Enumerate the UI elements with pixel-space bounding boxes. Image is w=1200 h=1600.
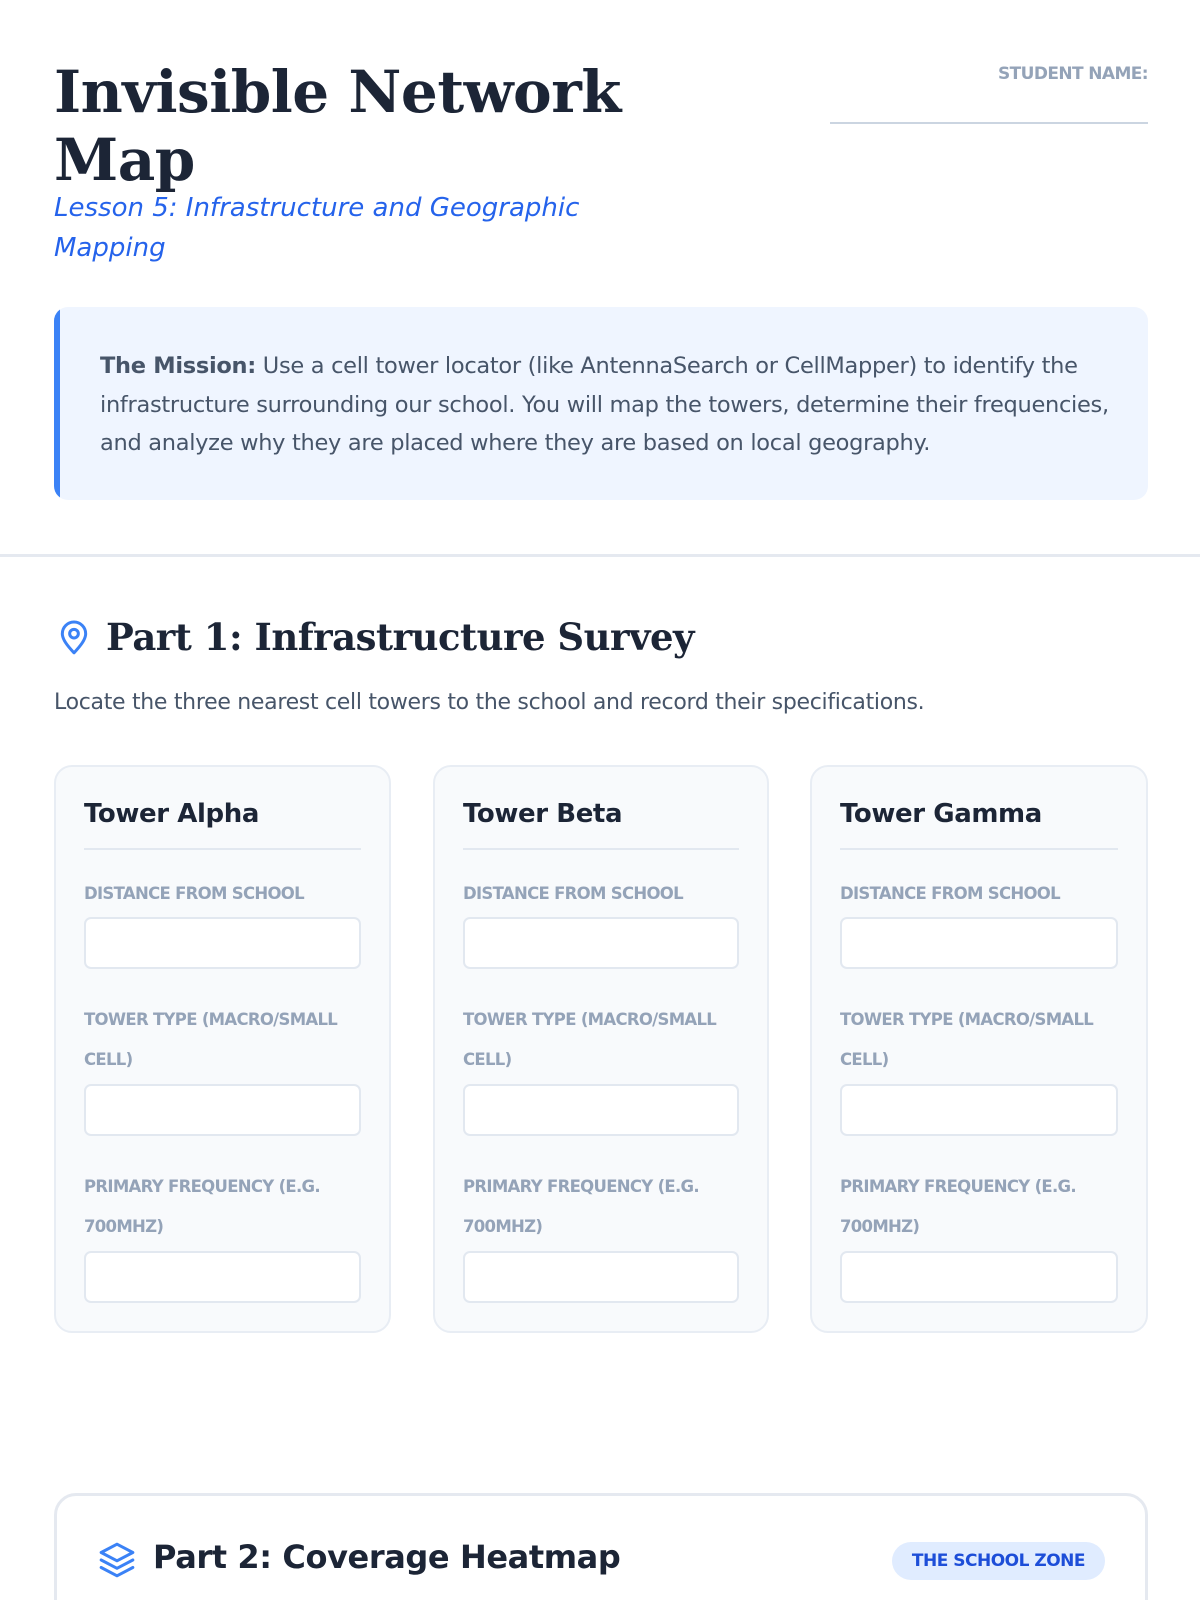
frequency-label: PRIMARY FREQUENCY (E.G. 700MHZ) bbox=[463, 1177, 699, 1236]
student-name-field[interactable] bbox=[830, 122, 1148, 124]
part1-title: Part 1: Infrastructure Survey bbox=[106, 615, 695, 659]
student-name-label: STUDENT NAME: bbox=[997, 64, 1148, 84]
lesson-subtitle: Lesson 5: Infrastructure and Geographic Mapping bbox=[54, 193, 580, 263]
part1-heading bbox=[54, 612, 694, 662]
map-pin-icon bbox=[54, 614, 94, 660]
mission-label: The Mission: bbox=[100, 353, 256, 379]
tower-type-label: TOWER TYPE (MACRO/SMALL CELL) bbox=[463, 1010, 717, 1069]
tower-type-input[interactable] bbox=[840, 1084, 1118, 1136]
tower-type-input[interactable] bbox=[463, 1084, 739, 1136]
distance-label: DISTANCE FROM SCHOOL bbox=[840, 884, 1060, 903]
part1-description: Locate the three nearest cell towers to the school and record their specifications. bbox=[54, 690, 925, 715]
tower-card-gamma bbox=[810, 765, 1148, 1333]
frequency-label: PRIMARY FREQUENCY (E.G. 700MHZ) bbox=[84, 1177, 320, 1236]
card-divider bbox=[84, 848, 361, 850]
layers-icon bbox=[97, 1540, 137, 1580]
section-divider bbox=[0, 554, 1200, 557]
distance-input[interactable] bbox=[840, 917, 1118, 969]
frequency-input[interactable] bbox=[84, 1251, 361, 1303]
part2-title: Part 2: Coverage Heatmap bbox=[153, 1538, 621, 1576]
card-divider bbox=[463, 848, 739, 850]
distance-input[interactable] bbox=[463, 917, 739, 969]
frequency-input[interactable] bbox=[463, 1251, 739, 1303]
distance-label: DISTANCE FROM SCHOOL bbox=[84, 884, 304, 903]
mission-accent-bar bbox=[54, 307, 60, 500]
tower-name: Tower Alpha bbox=[84, 799, 259, 829]
mission-body: Use a cell tower locator (like AntennaSearch or CellMapper) to identify the infrastructure surrounding our school. You will map the towers, determine their frequencies, and analyze why they are placed where they are based on local geography. bbox=[100, 353, 1109, 456]
mission-text bbox=[100, 347, 1110, 463]
worksheet-header bbox=[54, 58, 1148, 268]
student-name-block bbox=[828, 64, 1148, 84]
part2-section bbox=[54, 1493, 1148, 1600]
tower-name: Tower Beta bbox=[463, 799, 623, 829]
tower-name: Tower Gamma bbox=[840, 799, 1042, 829]
page-title: Invisible Network Map bbox=[54, 58, 621, 194]
tower-type-input[interactable] bbox=[84, 1084, 361, 1136]
frequency-label: PRIMARY FREQUENCY (E.G. 700MHZ) bbox=[840, 1177, 1076, 1236]
frequency-input[interactable] bbox=[840, 1251, 1118, 1303]
tower-type-label: TOWER TYPE (MACRO/SMALL CELL) bbox=[840, 1010, 1094, 1069]
distance-label: DISTANCE FROM SCHOOL bbox=[463, 884, 683, 903]
distance-input[interactable] bbox=[84, 917, 361, 969]
card-divider bbox=[840, 848, 1118, 850]
mission-callout bbox=[54, 307, 1148, 500]
tower-card-beta bbox=[433, 765, 769, 1333]
tower-type-label: TOWER TYPE (MACRO/SMALL CELL) bbox=[84, 1010, 338, 1069]
tower-card-alpha bbox=[54, 765, 391, 1333]
school-zone-badge: THE SCHOOL ZONE bbox=[892, 1542, 1105, 1580]
